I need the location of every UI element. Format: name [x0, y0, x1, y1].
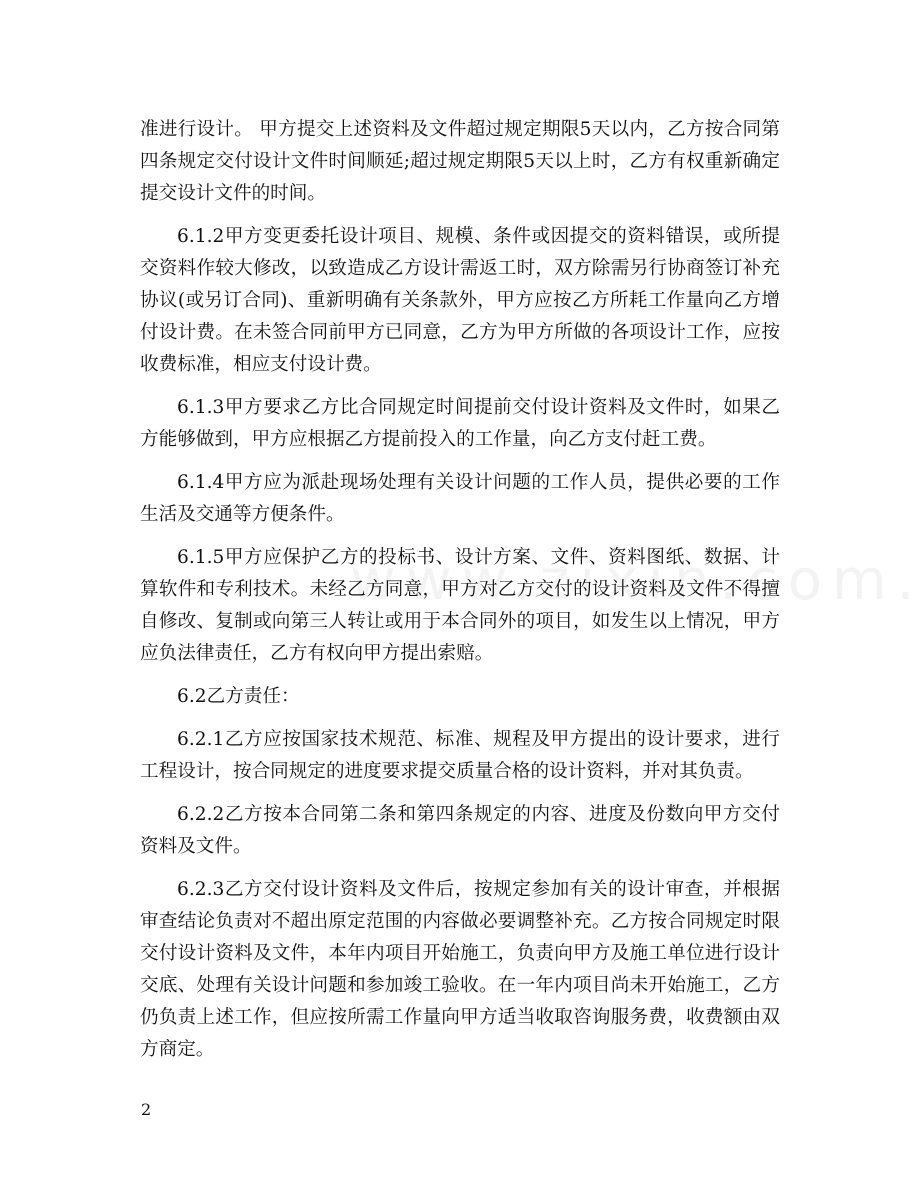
paragraph-6-1-2: 6.1.2甲方变更委托设计项目、规模、条件或因提交的资料错误，或所提交资料作较大修改，以致造成乙方设计需返工时，双方除需另行协商签订补充协议(或另订合同)、重新明确有关条款外，甲方应按乙方所耗工作量向乙方增付设计费。在未签合同前甲方已同意，乙方为甲方所做的各项设计工作，应按收费标准，相应支付设计费。: [140, 226, 780, 375]
paragraph-6-1-5: 6.1.5甲方应保护乙方的投标书、设计方案、文件、资料图纸、数据、计算软件和专利技术。未经乙方同意，甲方对乙方交付的设计资料及文件不得擅自修改、复制或向第三人转让或用于本合同外的项目，如发生以上情况，甲方应负法律责任，乙方有权向甲方提出索赔。: [140, 547, 780, 664]
paragraph-6-1-4: 6.1.4甲方应为派赴现场处理有关设计问题的工作人员，提供必要的工作生活及交通等方便条件。: [140, 472, 780, 525]
page-number: 2: [141, 1100, 152, 1119]
paragraph-6-1-3: 6.1.3甲方要求乙方比合同规定时间提前交付设计资料及文件时，如果乙方能够做到，甲方应根据乙方提前投入的工作量，向乙方支付赶工费。: [140, 397, 780, 450]
paragraph-6-2-1: 6.2.1乙方应按国家技术规范、标准、规程及甲方提出的设计要求，进行工程设计，按合同规定的进度要求提交质量合格的设计资料，并对其负责。: [140, 729, 780, 782]
paragraph-6-2-3: 6.2.3乙方交付设计资料及文件后，按规定参加有关的设计审查，并根据审查结论负责对不超出原定范围的内容做必要调整补充。乙方按合同规定时限交付设计资料及文件，本年内项目开始施工，负责向甲方及施工单位进行设计交底、处理有关设计问题和参加竣工验收。在一年内项目尚未开始施工，乙方仍负责上述工作，但应按所需工作量向甲方适当收取咨询服务费，收费额由双方商定。: [140, 879, 780, 1060]
body-text: [140, 114, 780, 1077]
section-heading-6-2: 6.2乙方责任：: [177, 686, 300, 707]
paragraph-6-2-2: 6.2.2乙方按本合同第二条和第四条规定的内容、进度及份数向甲方交付资料及文件。: [140, 804, 780, 857]
paragraph-continuation: 准进行设计。 甲方提交上述资料及文件超过规定期限5天以内，乙方按合同第四条规定交付设计文件时间顺延;超过规定期限5天以上时，乙方有权重新确定提交设计文件的时间。: [140, 119, 780, 204]
